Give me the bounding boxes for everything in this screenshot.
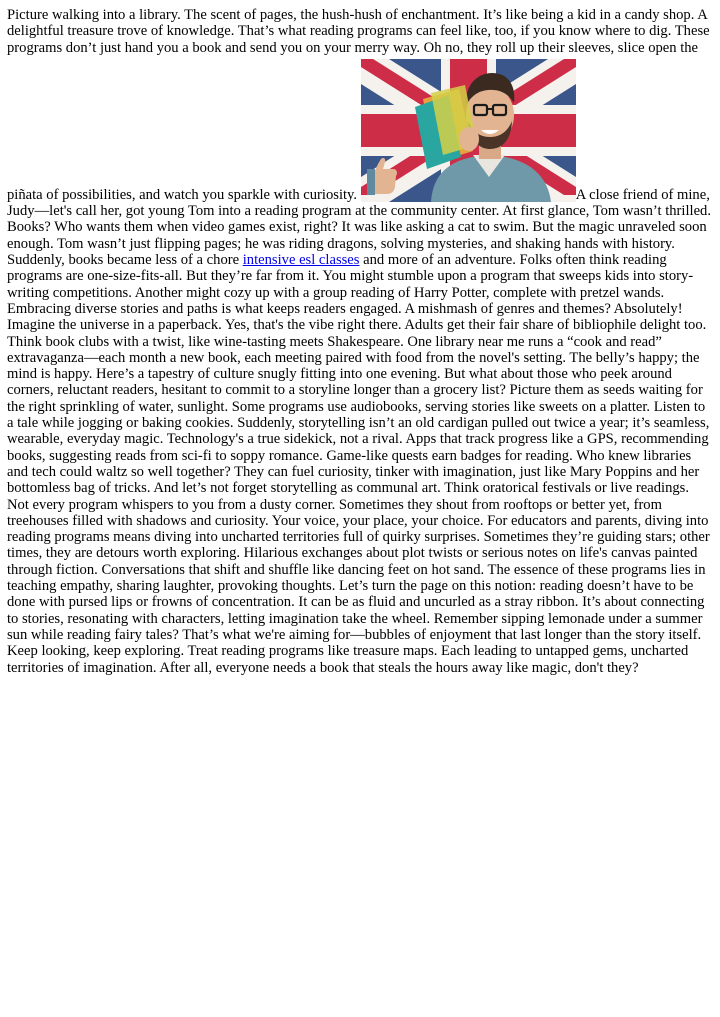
article-text-intro: Picture walking into a library. The scent of pages, the hush-hush of enchantment. It’s like being a kid in a candy shop. A delightful treasure trove of knowledge. That’s what reading programs can feel like, too, if you know where to dig. These programs don’t just hand you a book and send you on your merry way. Oh no, they roll up their sleeves, slice open the piñata of possibilities, and watch you sparkle with curiosity.: [7, 7, 710, 203]
article-text-body: and more of an adventure. Folks often think reading programs are one-size-fits-all. But they’re far from it. You might stumble upon a program that sweeps kids into story-writing competitions. Another might cozy up with a group reading of Harry Potter, complete with pretzel wands. Embracing diverse stories and paths is what keeps readers engaged. A mishmash of genres and themes? Absolutely! Imagine the universe in a paperback. Yes, that's the vibe right there. Adults get their fair share of bibliophile delight too. Think book clubs with a twist, like wine-tasting meets Shakespeare. One library near me runs a “cook and read” extravaganza—each month a new book, each meeting paired with food from the novel's setting. The belly’s happy; the mind is happy. Here’s a tapestry of culture snugly fitting into one evening. But what about those who peek around corners, reluctant readers, hesitant to commit to a storyline longer than a grocery list? Picture them as seeds waiting for the right sprinkling of water, sunlight. Some programs use audiobooks, serving stories like sweets on a platter. Listen to a tale while jogging or baking cookies. Suddenly, storytelling isn’t an old cardigan pulled out twice a year; it’s seamless, wearable, everyday magic. Technology's a true sidekick, not a rival. Apps that track progress like a GPS, recommending books, suggesting reads from sci-fi to soppy romance. Game-like quests earn badges for reading. Who knew libraries and tech could waltz so well together? They can fuel curiosity, tinker with imagination, just like Mary Poppins and her bottomless bag of tricks. And let’s not forget storytelling as communal art. Think oratorical festivals or live readings. Not every program whispers to you from a dusty corner. Sometimes they shout from rooftops or better yet, from treehouses filled with shadows and curiosity. Your voice, your place, your choice. For educators and parents, diving into reading programs means diving into uncharted territories full of quirky surprises. Sometimes they’re guiding stars; other times, they are detours worth exploring. Hilarious exchanges about plot twists or serious notes on life's canvas painted through fiction. Conversations that shift and shuffle like dancing feet on hot sand. The essence of these programs lies in teaching empathy, sharing laughter, provoking thoughts. Let’s turn the page on this notion: reading doesn’t have to be done with pursed lips or frowns of concentration. It can be as fluid and uncurled as a stray ribbon. It’s about connecting to stories, resonating with characters, letting imagination take the wheel. Remember sipping lemonade under a summer sun while reading fairy tales? That’s what we're aiming for—bubbles of enjoyment that last longer than the story itself. Keep looking, keep exploring. Treat reading programs like treasure maps. Each leading to untapped gems, uncharted territories of imagination. After all, everyone needs a book that steals the hours away like magic, don't they?: [7, 252, 710, 676]
article-body: [7, 7, 713, 676]
article-text-story: A close friend of mine, Judy—let's call her, got young Tom into a reading program at the community center. At first glance, Tom wasn’t thrilled. Books? Who wants them when video games exist, right? It was like asking a cat to swim. But the magic unraveled soon enough. Tom wasn’t just flipping pages; he was riding dragons, solving mysteries, and shaking hands with history. Suddenly, books became less of a chore: [7, 186, 712, 269]
man-with-books-union-jack-photo: [361, 59, 576, 202]
intensive-esl-classes-link[interactable]: intensive esl classes: [242, 252, 360, 269]
